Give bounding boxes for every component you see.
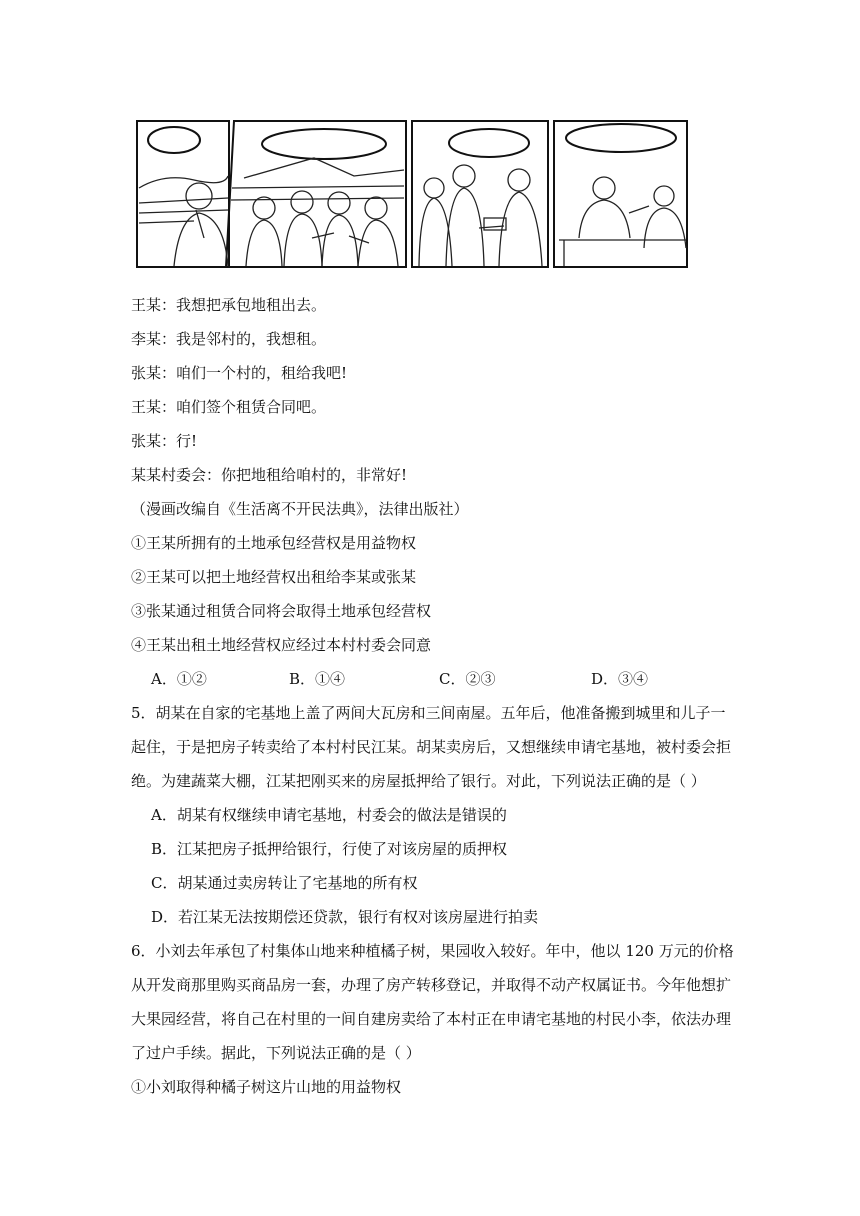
question-5-choice-a: A．胡某有权继续申请宅基地，村委会的做法是错误的	[151, 806, 507, 824]
question-6-line: 6．小刘去年承包了村集体山地来种植橘子树，果园收入较好。年中，他以 120 万元的价格	[131, 942, 734, 960]
comic-strip-illustration-icon	[134, 118, 690, 270]
statement: ①王某所拥有的土地承包经营权是用益物权	[131, 534, 417, 552]
question-6-line: 了过户手续。据此，下列说法正确的是（ ）	[131, 1044, 421, 1062]
dialogue-line: 某某村委会：你把地租给咱村的，非常好!	[131, 466, 408, 484]
source-note: （漫画改编自《生活离不开民法典》，法律出版社）	[131, 500, 469, 518]
question-6-line: 从开发商那里购买商品房一套，办理了房产转移登记，并取得不动产权属证书。今年他想扩	[131, 976, 732, 994]
dialogue-line: 王某：咱们签个租赁合同吧。	[131, 398, 327, 416]
dialogue-line: 张某：行!	[131, 432, 198, 450]
option-d: D．③④	[591, 670, 649, 688]
question-5-choice-c: C．胡某通过卖房转让了宅基地的所有权	[151, 874, 418, 892]
statement: ②王某可以把土地经营权出租给李某或张某	[131, 568, 417, 586]
question-6-statement: ①小刘取得种橘子树这片山地的用益物权	[131, 1078, 402, 1096]
option-c: C．②③	[439, 670, 496, 688]
dialogue-line: 张某：咱们一个村的，租给我吧!	[131, 364, 348, 382]
question-5-line: 绝。为建蔬菜大棚，江某把刚买来的房屋抵押给了银行。对此，下列说法正确的是（ ）	[131, 772, 706, 790]
comic-strip	[134, 118, 690, 270]
options-row	[131, 662, 736, 696]
question-5-choice-d: D．若江某无法按期偿还贷款，银行有权对该房屋进行拍卖	[151, 908, 539, 926]
statement: ③张某通过租赁合同将会取得土地承包经营权	[131, 602, 432, 620]
question-5-choice-b: B．江某把房子抵押给银行，行使了对该房屋的质押权	[151, 840, 508, 858]
option-a: A．①②	[151, 670, 207, 688]
option-b: B．①④	[289, 670, 346, 688]
question-6-line: 大果园经营，将自己在村里的一间自建房卖给了本村正在申请宅基地的村民小李，依法办理	[131, 1010, 732, 1028]
dialogue-line: 李某：我是邻村的，我想租。	[131, 330, 327, 348]
question-5-line: 起住，于是把房子转卖给了本村村民江某。胡某卖房后，又想继续申请宅基地，被村委会拒	[131, 738, 732, 756]
question-5-line: 5．胡某在自家的宅基地上盖了两间大瓦房和三间南屋。五年后，他准备搬到城里和儿子一	[131, 704, 726, 722]
dialogue-line: 王某：我想把承包地租出去。	[131, 296, 327, 314]
document-body	[131, 288, 736, 1104]
statement: ④王某出租土地经营权应经过本村村委会同意	[131, 636, 432, 654]
